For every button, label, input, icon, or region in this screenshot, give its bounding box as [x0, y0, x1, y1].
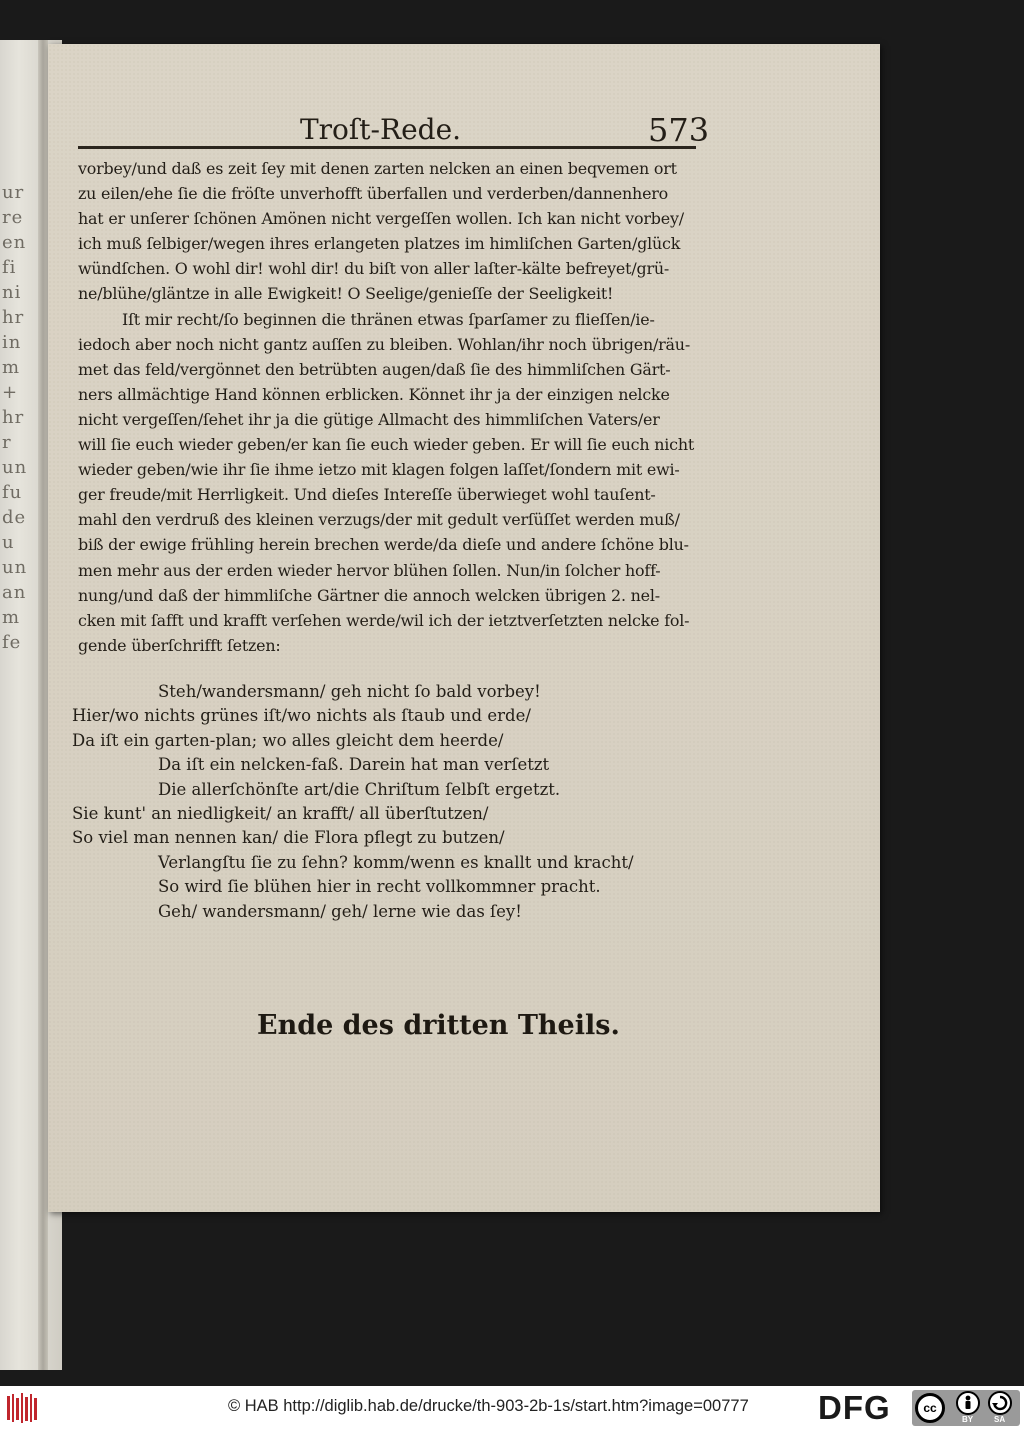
text-line: wieder geben/wie ihr ſie ihme ietzo mit klagen folgen laſſet/ſondern mit ewi- [78, 460, 680, 480]
text-line: will ſie euch wieder geben/er kan ſie euch wieder geben. Er will ſie euch nicht [78, 435, 695, 455]
text-line: Iſt mir recht/ſo beginnen die thränen etwas ſparſamer zu flieſſen/ie- [122, 309, 655, 329]
header-rule [78, 146, 696, 149]
text-line: ners allmächtige Hand können erblicken. Könnet ihr ja der einzigen nelcke [78, 384, 670, 404]
viewer-footer [0, 1386, 1024, 1430]
text-line: iedoch aber noch nicht gantz auſſen zu bleiben. Wohlan/ihr noch übrigen/räu- [78, 334, 691, 354]
text-line: mahl den verdruß des kleinen verzugs/der mit gedult verſüſſet werden muß/ [78, 510, 680, 530]
text-line: gende überſchrifft ſetzen: [78, 635, 281, 655]
page-number: 573 [648, 111, 710, 149]
text-line: ich muß ſelbiger/wegen ihres erlangeten platzes im himliſchen Garten/glück [78, 234, 681, 254]
text-line: men mehr aus der erden wieder hervor blühen ſollen. Nun/in ſolcher hoff- [78, 560, 661, 580]
facing-page-text-fragments: ur re en fi ni hr in m + hr r un fu de u un an m fe [2, 182, 28, 653]
verse-line: Die allerſchönſte art/die Chriſtum ſelbſt ergetzt. [158, 779, 561, 799]
share-alike-icon [988, 1391, 1012, 1415]
verse-line: Verlangſtu ſie zu ſehn? komm/wenn es knallt und kracht/ [158, 852, 634, 872]
verse-line: Hier/wo nichts grünes iſt/wo nichts als ſtaub und erde/ [72, 706, 531, 726]
text-line: zu eilen/ehe ſie die fröſte unverhofft überfallen und verderben/dannenhero [78, 184, 669, 204]
hab-logo-icon[interactable] [6, 1392, 40, 1424]
text-line: cken mit ſafft und krafft verſehen werde/wil ich der ietztverſetzten nelcke fol- [78, 610, 690, 630]
verse-line: Steh/wandersmann/ geh nicht ſo bald vorbey! [158, 682, 541, 701]
book-gutter [38, 40, 48, 1370]
text-line: ger freude/mit Herrligkeit. Und dieſes Intereſſe überwieget wohl tauſent- [78, 485, 656, 505]
dfg-logo[interactable]: DFG [818, 1389, 891, 1426]
text-line: nung/und daß der himmliſche Gärtner die annoch welcken übrigen 2. nel- [78, 585, 660, 605]
text-line: wündſchen. O wohl dir! wohl dir! du biſt von aller laſter-kälte befreyet/grü- [78, 259, 670, 279]
epitaph-verse [72, 680, 692, 924]
running-title: Troſt-Rede. [300, 113, 462, 146]
cc-license-badge[interactable] [912, 1390, 1020, 1426]
verse-line: So wird ſie blühen hier in recht vollkommner pracht. [158, 877, 601, 897]
sa-label: SA [994, 1415, 1006, 1424]
attribution-icon [956, 1391, 980, 1415]
by-label: BY [962, 1415, 974, 1424]
verse-line: Geh/ wandersmann/ geh/ lerne wie das ſey! [158, 901, 522, 921]
text-line: biß der ewige frühling herein brechen werde/da dieſe und andere ſchöne blu- [78, 535, 689, 555]
prose-body [78, 156, 698, 658]
text-line: met das feld/vergönnet den betrübten augen/daß ſie des himmliſchen Gärt- [78, 359, 671, 379]
text-line: vorbey/und daß es zeit ſey mit denen zarten nelcken an einen beqvemen ort [78, 159, 677, 178]
text-line: ne/blühe/gläntze in alle Ewigkeit! O Seelige/genieſſe der Seeligkeit! [78, 284, 614, 304]
text-line: hat er unſerer ſchönen Amönen nicht vergeſſen wollen. Ich kan nicht vorbey/ [78, 209, 684, 229]
source-link[interactable]: © HAB http://diglib.hab.de/drucke/th-903-2b-1s/start.htm?image=00777 [228, 1397, 749, 1415]
section-end-heading: Ende des dritten Theils. [257, 1010, 620, 1041]
verse-line: Da iſt ein garten-plan; wo alles gleicht dem heerde/ [72, 730, 504, 750]
text-line: nicht vergeſſen/ſehet ihr ja die gütige Allmacht des himmliſchen Vaters/er [78, 409, 660, 429]
verse-line: Da iſt ein nelcken-faß. Darein hat man verſetzt [158, 755, 550, 775]
cc-icon: cc [915, 1393, 945, 1423]
verse-line: Sie kunt' an niedligkeit/ an krafft/ all überſtutzen/ [72, 804, 489, 824]
verse-line: So viel man nennen kan/ die Flora pflegt zu butzen/ [72, 828, 505, 848]
